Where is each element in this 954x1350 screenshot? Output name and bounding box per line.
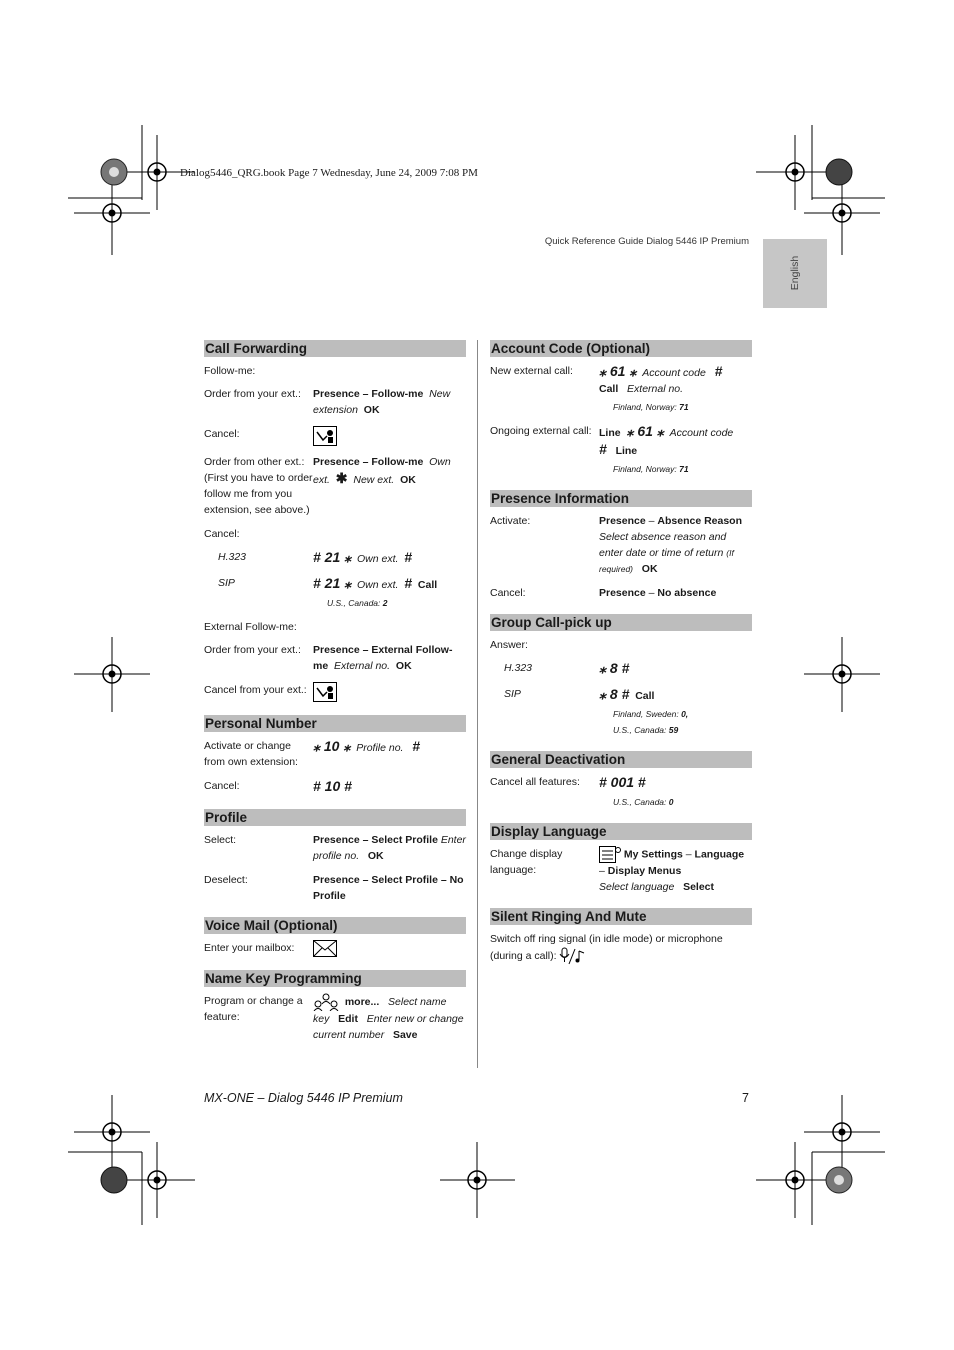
menu-path: Display Menus [607,865,682,877]
section-call-forwarding [204,340,466,702]
row-label: Select: [204,834,237,846]
menu-path: Presence – Follow-me [313,456,424,468]
instruction: Account code [669,427,734,439]
ok-key: OK [363,404,380,416]
section-title: Display Language [490,823,752,840]
activate-row [204,738,466,770]
section-title: Call Forwarding [204,340,466,357]
instruction: Select absence reason and enter date or time of return [599,531,727,559]
row-value [599,363,752,397]
instruction: Account code [642,367,706,379]
row-value [313,386,466,418]
select-row [204,832,466,864]
note-label: U.S., Canada: [327,598,381,608]
instruction: Own ext. [356,579,399,591]
mailbox-row [204,940,466,957]
row-label: Cancel all features: [490,776,580,788]
h323-row [490,660,752,678]
menu-path: Presence [599,515,646,527]
menu-path: Presence – Select Profile [313,834,438,846]
key-code: ⁎ 61 ⁎ [599,363,637,379]
row-value [599,423,752,459]
row-label: H.323 [504,662,533,674]
key-code: ⁎ 8 # [599,660,630,676]
key-code: # 001 # [599,774,646,790]
footer-title: MX-ONE – Dialog 5446 IP Premium [204,1091,403,1105]
country-note [613,794,752,810]
ok-key: OK [641,563,658,575]
section-title: Silent Ringing And Mute [490,908,752,925]
row-value [313,940,466,957]
country-note [327,595,466,611]
silent-ringing-text [490,931,752,965]
row-value [599,585,752,601]
note-value: 0, [681,709,689,719]
section-title: Presence Information [490,490,752,507]
line-key: Line [599,427,621,439]
separator: – [648,587,655,599]
section-name-key [204,970,466,1043]
call-key: Call [635,690,655,702]
row-value [313,549,466,567]
instruction: Select language [599,881,675,893]
row-value [313,682,466,702]
change-language-row [490,846,752,895]
row-value [313,642,466,674]
menu-path: Absence Reason [657,515,743,527]
section-title: Name Key Programming [204,970,466,987]
row-label: Order from your ext.: [204,644,301,656]
program-row [204,993,466,1043]
menu-path: No absence [657,587,717,599]
description: Switch off ring signal (in idle mode) or microphone (during a call): [490,933,723,962]
follow-me-heading: Follow-me: [204,365,256,377]
section-display-language [490,823,752,895]
note-label: Finland, Norway: [613,464,677,474]
order-own-row [204,386,466,418]
page-number: 7 [742,1091,749,1105]
note-label: Finland, Norway: [613,402,677,412]
section-personal-number [204,715,466,796]
key-code: # 21 ⁎ [313,575,352,591]
menu-path: Presence – External Follow-me [313,644,453,672]
row-value: Presence – Select Profile – No Profile [313,874,464,902]
row-value [313,426,466,446]
row-value [599,686,752,704]
more-key: more... [344,995,380,1008]
row-value [599,660,752,678]
instruction: Own ext. [356,553,399,565]
ok-key: OK [400,474,416,486]
diversion-key-icon [313,682,337,702]
ongoing-call-row [490,423,752,459]
settings-menu-icon [599,846,621,863]
cancel-row [204,778,466,796]
menu-path: My Settings [623,848,683,861]
row-value [599,846,752,895]
section-presence [490,490,752,601]
star-key-icon: ✱ [335,470,348,486]
row-label: Cancel: [204,780,240,792]
cancel-heading: Cancel: [204,528,240,540]
instruction: Select name key [313,995,447,1025]
hash-key: # [599,441,607,457]
note-value: 71 [679,402,689,412]
call-key: Call [417,579,438,591]
section-general-deactivation [490,751,752,810]
row-label: Change display language: [490,848,563,876]
row-label: Deselect: [204,874,248,886]
ok-key: OK [395,660,412,672]
section-title: Profile [204,809,466,826]
row-label: Cancel: [204,428,240,440]
cancel-all-row [490,774,752,792]
section-title: General Deactivation [490,751,752,768]
instruction-note: (If required) [599,548,734,574]
row-label: SIP [218,577,235,589]
right-column [490,340,752,978]
row-label: Enter your mailbox: [204,942,295,954]
column-divider [477,340,478,1068]
row-label: Cancel from your ext.: [204,684,307,696]
ext-order-row [204,642,466,674]
row-value [599,774,752,792]
key-code: ⁎ 8 # [599,686,630,702]
menu-path: Language [694,848,745,861]
hash-key: # [404,549,413,565]
deselect-row [204,872,466,904]
note-value: 2 [382,598,388,608]
section-silent-ringing [490,908,752,965]
instruction: Profile no. [356,742,404,754]
save-key: Save [392,1029,418,1041]
section-account-code [490,340,752,477]
row-value [313,993,466,1043]
ok-key: OK [367,850,384,862]
select-key: Select [683,881,715,893]
note-label: U.S., Canada: [613,725,667,735]
separator: – [648,515,655,527]
hash-key: # [404,575,413,591]
row-label: SIP [504,688,521,700]
instruction: External no. [334,660,391,672]
country-note [613,399,752,415]
call-key: Call [599,383,619,395]
note-label: Finland, Sweden: [613,709,679,719]
edit-key: Edit [338,1013,358,1025]
activate-row [490,513,752,577]
order-other-row [204,454,466,518]
language-tab [763,239,827,308]
row-label: Order from other ext.: (First you have to order follow me from you extension, see above.) [204,456,313,516]
instruction: Enter profile no. [313,834,466,862]
instruction: External no. [627,383,684,395]
hash-key: # [714,363,723,379]
document-title: Quick Reference Guide Dialog 5446 IP Premium [544,236,749,247]
section-title: Voice Mail (Optional) [204,917,466,934]
instruction: New ext. [353,474,395,486]
menu-path: Presence – Follow-me [313,388,424,400]
line-key: Line [615,445,638,457]
row-value [313,454,466,518]
country-note [613,461,752,477]
key-code: ⁎ 61 ⁎ [626,423,664,439]
note-value: 59 [668,725,679,735]
separator: – [599,865,605,877]
row-label: Activate: [490,515,531,527]
row-value [599,513,752,577]
section-group-pickup [490,614,752,738]
country-note [613,706,752,738]
row-label: Order from your ext.: [204,388,301,400]
row-label: Cancel: [490,587,526,599]
menu-path: Presence [599,587,646,599]
row-label: Program or change a feature: [204,995,303,1023]
key-code: # 21 ⁎ [313,549,352,565]
row-label: Activate or change from own extension: [204,740,298,768]
key-code: ⁎ 10 ⁎ [313,738,351,754]
section-title: Account Code (Optional) [490,340,752,357]
instruction: Own ext. [313,456,451,486]
row-label: H.323 [218,551,247,563]
row-value [313,738,466,770]
language-tab-label: English [789,255,801,291]
row-label: New external call: [490,365,573,377]
envelope-icon [313,940,337,957]
section-profile [204,809,466,904]
section-voice-mail [204,917,466,957]
hash-key: # [412,738,421,754]
ext-cancel-row [204,682,466,702]
row-value [313,778,466,796]
cancel-row [204,426,466,446]
instruction: New extension [313,388,451,416]
note-value: 71 [679,464,689,474]
h323-row [204,549,466,567]
answer-heading: Answer: [490,639,528,651]
row-value [313,575,466,593]
note-value: 0 [668,797,674,807]
section-title: Personal Number [204,715,466,732]
contacts-icon [313,993,339,1011]
row-value [313,832,466,864]
diversion-key-icon [313,426,337,446]
mute-key-icon [559,947,587,965]
row-label: Ongoing external call: [490,425,592,437]
note-label: U.S., Canada: [613,797,667,807]
instruction: Enter new or change current number [313,1013,464,1041]
cancel-row [490,585,752,601]
ext-follow-heading: External Follow-me: [204,621,297,633]
print-header: Dialog5446_QRG.book Page 7 Wednesday, June 24, 2009 7:08 PM [180,167,478,179]
sip-row [490,686,752,704]
separator: – [685,848,692,861]
section-title: Group Call-pick up [490,614,752,631]
left-column [204,340,466,1056]
key-code: # 10 # [313,778,352,794]
sip-row [204,575,466,593]
new-call-row [490,363,752,397]
